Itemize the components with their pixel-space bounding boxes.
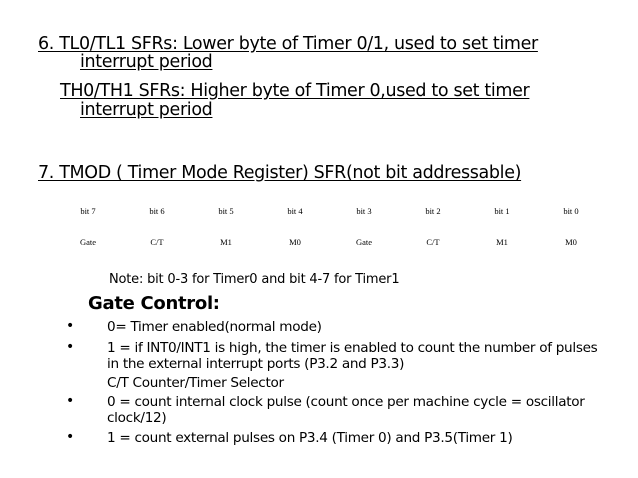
gate-item-1-line2: in the external interrupt ports (P3.2 and P3.3)	[107, 356, 405, 372]
th-sfr-line2: interrupt period	[80, 100, 213, 120]
bit-name: M0	[289, 237, 301, 247]
bit-name: M1	[496, 237, 508, 247]
tl-sfr-line1: 6. TL0/TL1 SFRs: Lower byte of Timer 0/1, used to set timer	[38, 34, 538, 54]
bit-label: bit 0	[563, 206, 579, 216]
bit-label: bit 5	[218, 206, 234, 216]
bit-name: M1	[220, 237, 232, 247]
tl-sfr-line2: interrupt period	[80, 52, 213, 72]
bit-label: bit 7	[80, 206, 96, 216]
bit-label: bit 2	[425, 206, 441, 216]
bullet-icon: •	[66, 393, 75, 409]
timer-note: Note: bit 0-3 for Timer0 and bit 4-7 for Timer1	[109, 272, 400, 287]
bit-name: Gate	[355, 237, 373, 247]
gate-item-0: 0= Timer enabled(normal mode)	[107, 319, 322, 335]
bullet-icon: •	[66, 339, 75, 355]
bit-name: Gate	[79, 237, 97, 247]
ct-item-0-line1: 0 = count internal clock pulse (count once per machine cycle = oscillator	[107, 394, 585, 410]
ct-item-0-line2: clock/12)	[107, 410, 167, 426]
bit-name: C/T	[150, 237, 164, 247]
gate-control-heading: Gate Control:	[88, 293, 220, 314]
bit-label: bit 1	[494, 206, 510, 216]
bit-label: bit 3	[356, 206, 372, 216]
bit-name: M0	[565, 237, 577, 247]
bit-label: bit 4	[287, 206, 303, 216]
ct-selector-heading: C/T Counter/Timer Selector	[107, 375, 284, 391]
bit-label: bit 6	[149, 206, 165, 216]
bullet-icon: •	[66, 318, 75, 334]
th-sfr-line1: TH0/TH1 SFRs: Higher byte of Timer 0,used to set timer	[60, 81, 530, 101]
bullet-icon: •	[66, 429, 75, 445]
gate-item-1-line1: 1 = if INT0/INT1 is high, the timer is enabled to count the number of pulses	[107, 340, 598, 356]
bit-name: C/T	[426, 237, 440, 247]
ct-item-1: 1 = count external pulses on P3.4 (Timer 0) and P3.5(Timer 1)	[107, 430, 513, 446]
tmod-title: 7. TMOD ( Timer Mode Register) SFR(not bit addressable)	[38, 163, 522, 183]
